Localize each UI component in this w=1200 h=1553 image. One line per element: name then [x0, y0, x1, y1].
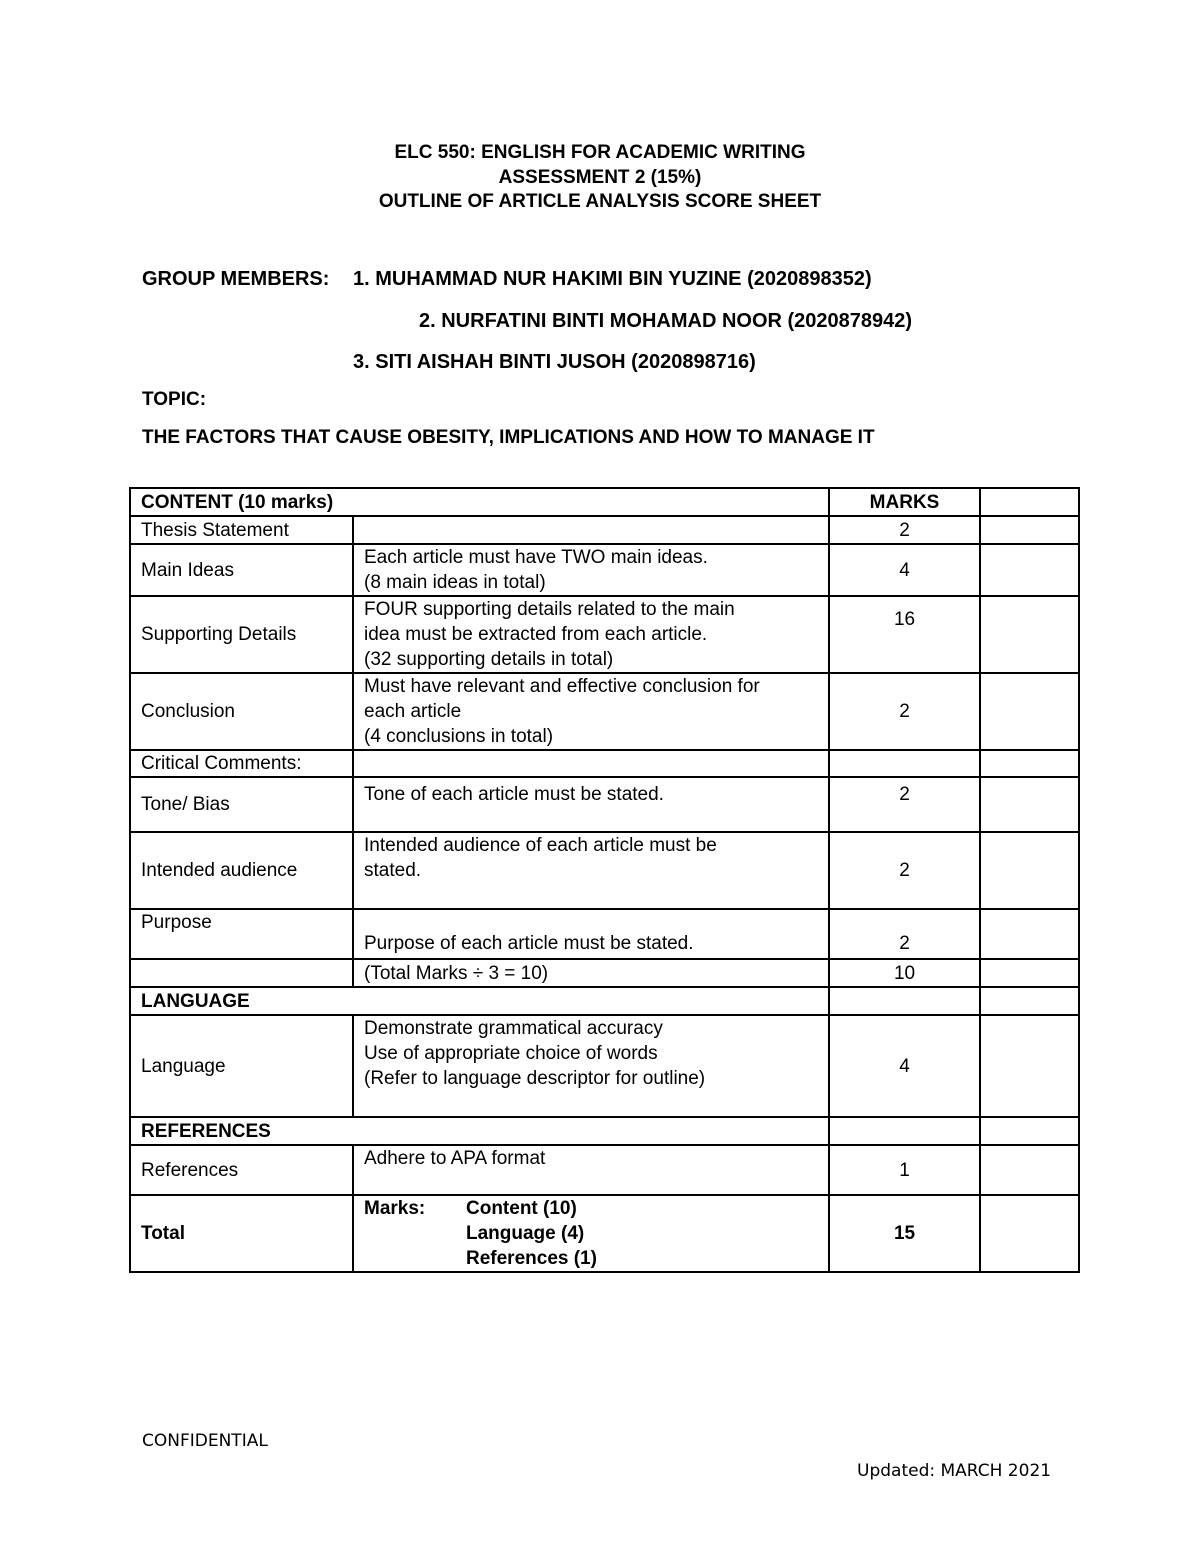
descriptor-cell	[353, 516, 829, 544]
descriptor-line: Intended audience of each article must be	[364, 835, 717, 856]
table-header-row	[130, 488, 1079, 516]
topic-value: THE FACTORS THAT CAUSE OBESITY, IMPLICATIONS AND HOW TO MANAGE IT	[142, 427, 875, 448]
criterion-cell: Tone/ Bias	[130, 777, 353, 832]
section-header-row	[130, 987, 1079, 1015]
marks-cell: 2	[829, 832, 980, 909]
marks-cell	[829, 750, 980, 777]
score-cell	[980, 488, 1079, 516]
table-row	[130, 832, 1079, 909]
criterion-cell: References	[130, 1145, 353, 1195]
group-member-2: 2. NURFATINI BINTI MOHAMAD NOOR (2020878942)	[419, 310, 913, 332]
table-row	[130, 750, 1079, 777]
descriptor-line: each article	[364, 701, 462, 722]
score-cell	[980, 516, 1079, 544]
marks-cell: 2	[829, 777, 980, 832]
table-row	[130, 777, 1079, 832]
marks-cell	[829, 1117, 980, 1145]
group-member-1: 1. MUHAMMAD NUR HAKIMI BIN YUZINE (2020898352)	[353, 268, 872, 290]
criterion-cell: Purpose	[130, 909, 353, 959]
descriptor-line: Each article must have TWO main ideas.	[364, 547, 708, 568]
criterion-cell	[130, 959, 353, 987]
marks-cell: 4	[829, 544, 980, 596]
confidential-label: CONFIDENTIAL	[142, 1431, 268, 1451]
marks-cell: 10	[829, 959, 980, 987]
assessment-title: ASSESSMENT 2 (15%)	[498, 166, 702, 188]
descriptor-cell	[353, 959, 829, 987]
descriptor-line: (4 conclusions in total)	[364, 726, 554, 747]
table-row	[130, 909, 1079, 959]
criterion-cell: Intended audience	[130, 832, 353, 909]
total-item: References (1)	[466, 1248, 597, 1269]
descriptor-line: (8 main ideas in total)	[364, 572, 546, 593]
table-row	[130, 596, 1079, 673]
criterion-cell: Conclusion	[130, 673, 353, 750]
total-item: Content (10)	[466, 1198, 577, 1219]
descriptor-cell	[353, 596, 829, 673]
descriptor-line: Use of appropriate choice of words	[364, 1043, 658, 1064]
descriptor-line: FOUR supporting details related to the main	[364, 599, 735, 620]
descriptor-cell	[353, 750, 829, 777]
table-row	[130, 516, 1079, 544]
score-cell	[980, 959, 1079, 987]
descriptor-cell	[353, 777, 829, 832]
score-cell	[980, 750, 1079, 777]
descriptor-line: Tone of each article must be stated.	[364, 784, 664, 805]
sheet-title: OUTLINE OF ARTICLE ANALYSIS SCORE SHEET	[378, 191, 822, 212]
table-row	[130, 673, 1079, 750]
content-header: CONTENT (10 marks)	[130, 488, 829, 516]
criterion-cell: Main Ideas	[130, 544, 353, 596]
score-cell	[980, 596, 1079, 673]
course-title: ELC 550: ENGLISH FOR ACADEMIC WRITING	[394, 142, 806, 163]
descriptor-line: Must have relevant and effective conclusion for	[364, 676, 760, 697]
score-cell	[980, 987, 1079, 1015]
group-members-label: GROUP MEMBERS:	[142, 268, 330, 290]
total-item: Language (4)	[466, 1223, 585, 1244]
document-title	[0, 141, 1200, 215]
total-row	[130, 1195, 1079, 1272]
descriptor-cell	[353, 673, 829, 750]
total-breakdown	[353, 1195, 829, 1272]
references-header: REFERENCES	[130, 1117, 829, 1145]
descriptor-line: Demonstrate grammatical accuracy	[364, 1018, 663, 1039]
criterion-cell: Critical Comments:	[130, 750, 353, 777]
score-cell	[980, 1015, 1079, 1117]
score-cell	[980, 832, 1079, 909]
criterion-cell: Thesis Statement	[130, 516, 353, 544]
score-table	[129, 487, 1080, 1273]
marks-cell: 1	[829, 1145, 980, 1195]
marks-cell: 2	[829, 909, 980, 959]
descriptor-cell	[353, 909, 829, 959]
language-header: LANGUAGE	[130, 987, 829, 1015]
marks-cell	[829, 987, 980, 1015]
descriptor-cell	[353, 1015, 829, 1117]
total-marks: 15	[829, 1195, 980, 1272]
score-cell	[980, 1117, 1079, 1145]
marks-cell: 4	[829, 1015, 980, 1117]
score-cell	[980, 1195, 1079, 1272]
marks-header: MARKS	[829, 488, 980, 516]
score-cell	[980, 544, 1079, 596]
marks-cell: 2	[829, 516, 980, 544]
criterion-cell: Supporting Details	[130, 596, 353, 673]
score-cell	[980, 777, 1079, 832]
descriptor-cell	[353, 544, 829, 596]
group-member-3: 3. SITI AISHAH BINTI JUSOH (2020898716)	[353, 351, 756, 373]
descriptor-cell	[353, 1145, 829, 1195]
total-label: Total	[130, 1195, 353, 1272]
descriptor-cell	[353, 832, 829, 909]
descriptor-line: (Refer to language descriptor for outline)	[364, 1068, 706, 1089]
section-header-row	[130, 1117, 1079, 1145]
marks-cell: 2	[829, 673, 980, 750]
score-cell	[980, 909, 1079, 959]
marks-label: Marks:	[364, 1198, 426, 1219]
descriptor-line: stated.	[364, 860, 422, 881]
total-breakdown-lines	[364, 1196, 818, 1271]
criterion-cell: Language	[130, 1015, 353, 1117]
marks-cell: 16	[829, 596, 980, 673]
descriptor-line: (32 supporting details in total)	[364, 649, 614, 670]
table-row	[130, 959, 1079, 987]
descriptor-line: (Total Marks ÷ 3 = 10)	[364, 962, 549, 984]
score-cell	[980, 673, 1079, 750]
descriptor-line: idea must be extracted from each article.	[364, 624, 708, 645]
topic-label: TOPIC:	[142, 389, 207, 410]
descriptor-line: Purpose of each article must be stated.	[364, 932, 694, 954]
table-row	[130, 1015, 1079, 1117]
table-row	[130, 544, 1079, 596]
score-cell	[980, 1145, 1079, 1195]
descriptor-line: Adhere to APA format	[364, 1148, 546, 1169]
updated-date: Updated: MARCH 2021	[857, 1461, 1052, 1481]
table-row	[130, 1145, 1079, 1195]
